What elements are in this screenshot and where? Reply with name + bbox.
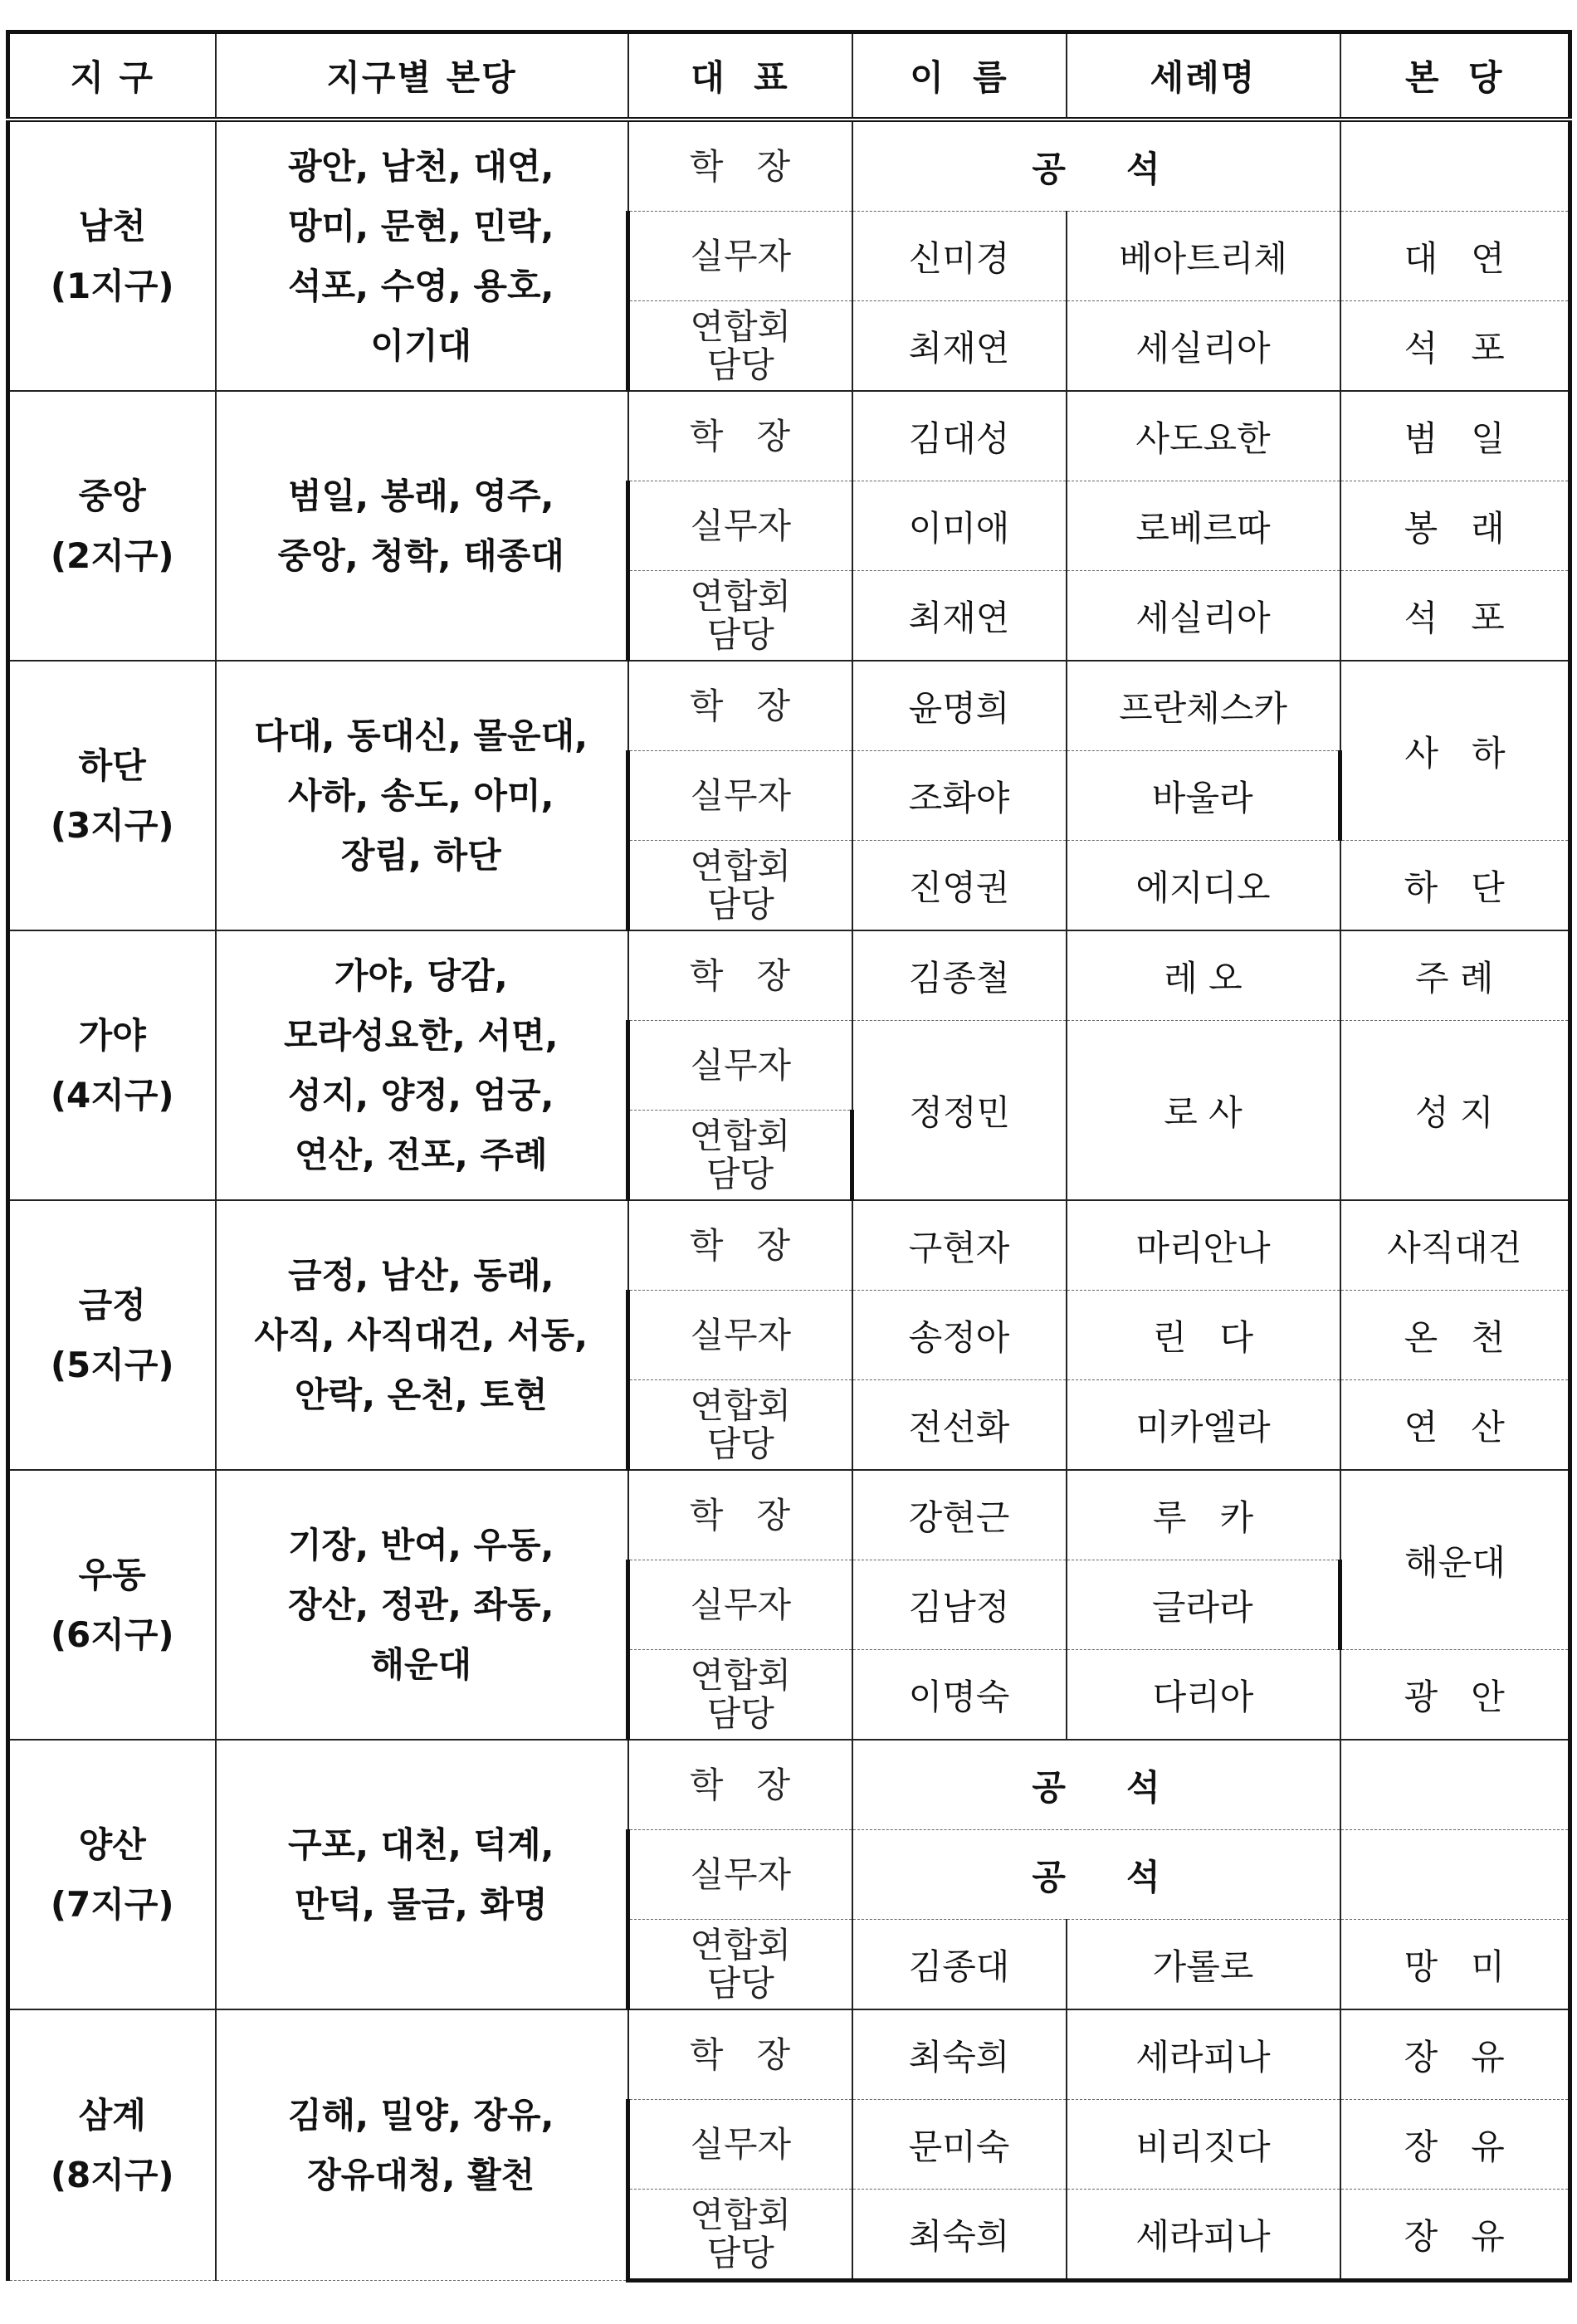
- district-label: 삼계: [78, 2094, 146, 2136]
- parish-list-line: 연산, 전포, 주례: [294, 1134, 548, 1175]
- role-label: 연합회: [690, 1654, 792, 1696]
- baptismal-name: 로베르따: [1067, 481, 1340, 571]
- person-name: 정정민: [852, 1021, 1067, 1201]
- home-parish: 범 일: [1340, 391, 1570, 481]
- person-name: 송정아: [852, 1291, 1067, 1380]
- role-cell: [628, 391, 852, 481]
- role-label: 담당: [706, 1962, 774, 2004]
- parish-list-line: 범일, 봉래, 영주,: [287, 475, 554, 516]
- role-label: 실무자: [690, 505, 792, 546]
- header-parishes: 지구별 본당: [216, 32, 628, 120]
- role-label: 연합회: [690, 2194, 792, 2235]
- role-label: 담당: [706, 1692, 774, 1734]
- table-row: [8, 1470, 1570, 1560]
- baptismal-name: 다리아: [1067, 1650, 1340, 1741]
- role-cell: [628, 1470, 852, 1560]
- baptismal-name: 비리짓다: [1067, 2100, 1340, 2190]
- baptismal-name: 글라라: [1067, 1560, 1340, 1650]
- role-label: 학 장: [689, 415, 791, 456]
- home-parish: 망 미: [1340, 1920, 1570, 2010]
- district-label: (1지구): [50, 265, 174, 306]
- person-name: 구현자: [852, 1200, 1067, 1291]
- person-name: 신미경: [852, 212, 1067, 301]
- parish-list-line: 망미, 문현, 민락,: [287, 205, 554, 247]
- role-label: 학 장: [689, 1494, 791, 1536]
- role-cell: [628, 1560, 852, 1650]
- role-cell: [628, 1740, 852, 1830]
- home-parish: 석 포: [1340, 571, 1570, 662]
- home-parish: [1340, 1830, 1570, 1920]
- parish-list-line: 광안, 남천, 대연,: [287, 145, 554, 187]
- parish-list-cell: [216, 1470, 628, 1740]
- table-row: [8, 2009, 1570, 2100]
- parish-list-line: 김해, 밀양, 장유,: [287, 2094, 554, 2136]
- parish-list-line: 사직, 사직대건, 서동,: [254, 1314, 588, 1355]
- person-name: 김남정: [852, 1560, 1067, 1650]
- parish-list-line: 금정, 남산, 동래,: [287, 1254, 554, 1296]
- district-label: (2지구): [50, 535, 174, 576]
- role-label: 실무자: [690, 1314, 792, 1355]
- district-cell: [8, 391, 216, 661]
- role-cell: [628, 2100, 852, 2190]
- role-label: 담당: [706, 344, 774, 385]
- district-label: (6지구): [50, 1614, 174, 1655]
- home-parish: 연 산: [1340, 1380, 1570, 1471]
- role-cell: [628, 481, 852, 571]
- home-parish: 해운대: [1340, 1470, 1570, 1650]
- person-name: 김대성: [852, 391, 1067, 481]
- role-cell: [628, 1021, 852, 1111]
- role-cell: [628, 301, 852, 392]
- baptismal-name: 프란체스카: [1067, 661, 1340, 751]
- table-row: [8, 391, 1570, 481]
- role-cell: [628, 661, 852, 751]
- role-label: 연합회: [690, 305, 792, 347]
- role-label: 학 장: [689, 954, 791, 996]
- role-cell: [628, 1200, 852, 1291]
- role-label: 담당: [706, 613, 774, 655]
- home-parish: 대 연: [1340, 212, 1570, 301]
- person-name: 이미애: [852, 481, 1067, 571]
- header-name: 이 름: [852, 32, 1067, 120]
- home-parish: 주 례: [1340, 930, 1570, 1021]
- role-label: 학 장: [689, 2034, 791, 2075]
- role-label: 담당: [706, 1423, 774, 1464]
- role-label: 실무자: [690, 235, 792, 276]
- role-label: 담당: [706, 1153, 774, 1194]
- table-row: [8, 1740, 1570, 1830]
- role-label: 실무자: [690, 2123, 792, 2165]
- table-row: [8, 661, 1570, 751]
- vacant-cell: 공 석: [852, 120, 1340, 212]
- parish-list-line: 장산, 정관, 좌동,: [287, 1584, 554, 1625]
- district-label: 금정: [78, 1284, 146, 1326]
- home-parish: 온 천: [1340, 1291, 1570, 1380]
- baptismal-name: 마리안나: [1067, 1200, 1340, 1291]
- role-label: 학 장: [689, 145, 791, 187]
- header-district: 지 구: [8, 32, 216, 120]
- vacant-cell: 공 석: [852, 1830, 1340, 1920]
- parish-list-line: 장유대청, 활천: [307, 2154, 535, 2195]
- district-cell: [8, 1470, 216, 1740]
- parish-list-line: 모라성요한, 서면,: [283, 1014, 559, 1056]
- parish-list-line: 안락, 온천, 토현: [294, 1374, 548, 1415]
- parish-list-line: 장림, 하단: [340, 834, 501, 876]
- person-name: 최숙희: [852, 2190, 1067, 2281]
- person-name: 강현근: [852, 1470, 1067, 1560]
- role-label: 실무자: [690, 774, 792, 816]
- district-roster-table: [6, 30, 1572, 2282]
- parish-list-cell: [216, 661, 628, 930]
- parish-list-cell: [216, 1740, 628, 2009]
- vacant-cell: 공 석: [852, 1740, 1340, 1830]
- home-parish: [1340, 1740, 1570, 1830]
- district-label: (5지구): [50, 1344, 174, 1385]
- role-label: 연합회: [690, 845, 792, 886]
- role-cell: [628, 1111, 852, 1201]
- district-cell: [8, 930, 216, 1200]
- home-parish: 장 유: [1340, 2190, 1570, 2281]
- role-cell: [628, 751, 852, 841]
- person-name: 조화야: [852, 751, 1067, 841]
- parish-list-line: 이기대: [370, 325, 472, 366]
- person-name: 전선화: [852, 1380, 1067, 1471]
- baptismal-name: 세라피나: [1067, 2009, 1340, 2100]
- parish-list-cell: [216, 1200, 628, 1470]
- person-name: 윤명희: [852, 661, 1067, 751]
- person-name: 문미숙: [852, 2100, 1067, 2190]
- role-cell: [628, 120, 852, 212]
- role-cell: [628, 930, 852, 1021]
- district-label: 남천: [78, 205, 146, 247]
- district-label: 우동: [78, 1554, 146, 1595]
- baptismal-name: 미카엘라: [1067, 1380, 1340, 1471]
- header-row: [8, 32, 1570, 120]
- home-parish: 사직대건: [1340, 1200, 1570, 1291]
- parish-list-line: 중앙, 청학, 태종대: [277, 535, 564, 576]
- baptismal-name: 린 다: [1067, 1291, 1340, 1380]
- parish-list-line: 사하, 송도, 아미,: [287, 774, 554, 816]
- district-label: (4지구): [50, 1074, 174, 1116]
- district-label: 양산: [78, 1824, 146, 1865]
- header-home-parish: 본 당: [1340, 32, 1570, 120]
- baptismal-name: 세실리아: [1067, 571, 1340, 662]
- home-parish: 사 하: [1340, 661, 1570, 841]
- parish-list-line: 석포, 수영, 용호,: [287, 265, 554, 306]
- role-cell: [628, 1380, 852, 1471]
- district-label: (3지구): [50, 804, 174, 846]
- role-cell: [628, 212, 852, 301]
- person-name: 김종철: [852, 930, 1067, 1021]
- role-label: 학 장: [689, 1764, 791, 1805]
- baptismal-name: 가롤로: [1067, 1920, 1340, 2010]
- district-cell: [8, 1200, 216, 1470]
- role-label: 학 장: [689, 685, 791, 726]
- person-name: 최재연: [852, 571, 1067, 662]
- role-label: 학 장: [689, 1224, 791, 1266]
- parish-list-cell: [216, 930, 628, 1200]
- district-cell: [8, 661, 216, 930]
- home-parish: 장 유: [1340, 2100, 1570, 2190]
- role-label: 담당: [706, 2232, 774, 2273]
- role-cell: [628, 1650, 852, 1741]
- baptismal-name: 세라피나: [1067, 2190, 1340, 2281]
- parish-list-line: 가야, 당감,: [334, 954, 508, 996]
- table-row: [8, 930, 1570, 1021]
- parish-list-line: 성지, 양정, 엄궁,: [287, 1074, 554, 1116]
- parish-list-line: 다대, 동대신, 몰운대,: [254, 715, 588, 756]
- district-label: (7지구): [50, 1883, 174, 1925]
- table-row: [8, 120, 1570, 212]
- role-cell: [628, 2009, 852, 2100]
- baptismal-name: 사도요한: [1067, 391, 1340, 481]
- role-label: 실무자: [690, 1853, 792, 1895]
- parish-list-line: 만덕, 물금, 화명: [294, 1883, 548, 1925]
- role-label: 실무자: [690, 1044, 792, 1086]
- district-cell: [8, 120, 216, 391]
- role-cell: [628, 841, 852, 931]
- header-role: 대 표: [628, 32, 852, 120]
- home-parish: 광 안: [1340, 1650, 1570, 1741]
- person-name: 김종대: [852, 1920, 1067, 2010]
- baptismal-name: 바울라: [1067, 751, 1340, 841]
- role-label: 연합회: [690, 1384, 792, 1426]
- baptismal-name: 베아트리체: [1067, 212, 1340, 301]
- person-name: 최재연: [852, 301, 1067, 392]
- district-label: 가야: [78, 1014, 146, 1056]
- role-cell: [628, 2190, 852, 2281]
- person-name: 진영권: [852, 841, 1067, 931]
- role-cell: [628, 1830, 852, 1920]
- role-label: 연합회: [690, 575, 792, 617]
- role-cell: [628, 1291, 852, 1380]
- baptismal-name: 레 오: [1067, 930, 1340, 1021]
- district-label: 하단: [78, 745, 146, 786]
- baptismal-name: 세실리아: [1067, 301, 1340, 392]
- parish-list-line: 기장, 반여, 우동,: [287, 1524, 554, 1565]
- district-cell: [8, 2009, 216, 2281]
- home-parish: 석 포: [1340, 301, 1570, 392]
- role-cell: [628, 1920, 852, 2010]
- district-label: (8지구): [50, 2154, 174, 2195]
- role-cell: [628, 571, 852, 662]
- home-parish: 장 유: [1340, 2009, 1570, 2100]
- person-name: 최숙희: [852, 2009, 1067, 2100]
- parish-list-cell: [216, 120, 628, 391]
- baptismal-name: 에지디오: [1067, 841, 1340, 931]
- home-parish: 봉 래: [1340, 481, 1570, 571]
- district-label: 중앙: [78, 475, 146, 516]
- parish-list-line: 해운대: [370, 1643, 472, 1685]
- role-label: 실무자: [690, 1584, 792, 1625]
- role-label: 담당: [706, 883, 774, 925]
- person-name: 이명숙: [852, 1650, 1067, 1741]
- baptismal-name: 루 카: [1067, 1470, 1340, 1560]
- parish-list-cell: [216, 2009, 628, 2281]
- parish-list-line: 구포, 대천, 덕계,: [287, 1824, 554, 1865]
- home-parish: 성 지: [1340, 1021, 1570, 1201]
- district-cell: [8, 1740, 216, 2009]
- home-parish: [1340, 120, 1570, 212]
- role-label: 연합회: [690, 1924, 792, 1965]
- role-label: 연합회: [689, 1115, 791, 1156]
- table-row: [8, 1200, 1570, 1291]
- parish-list-cell: [216, 391, 628, 661]
- home-parish: 하 단: [1340, 841, 1570, 931]
- baptismal-name: 로 사: [1067, 1021, 1340, 1201]
- header-baptismal: 세례명: [1067, 32, 1340, 120]
